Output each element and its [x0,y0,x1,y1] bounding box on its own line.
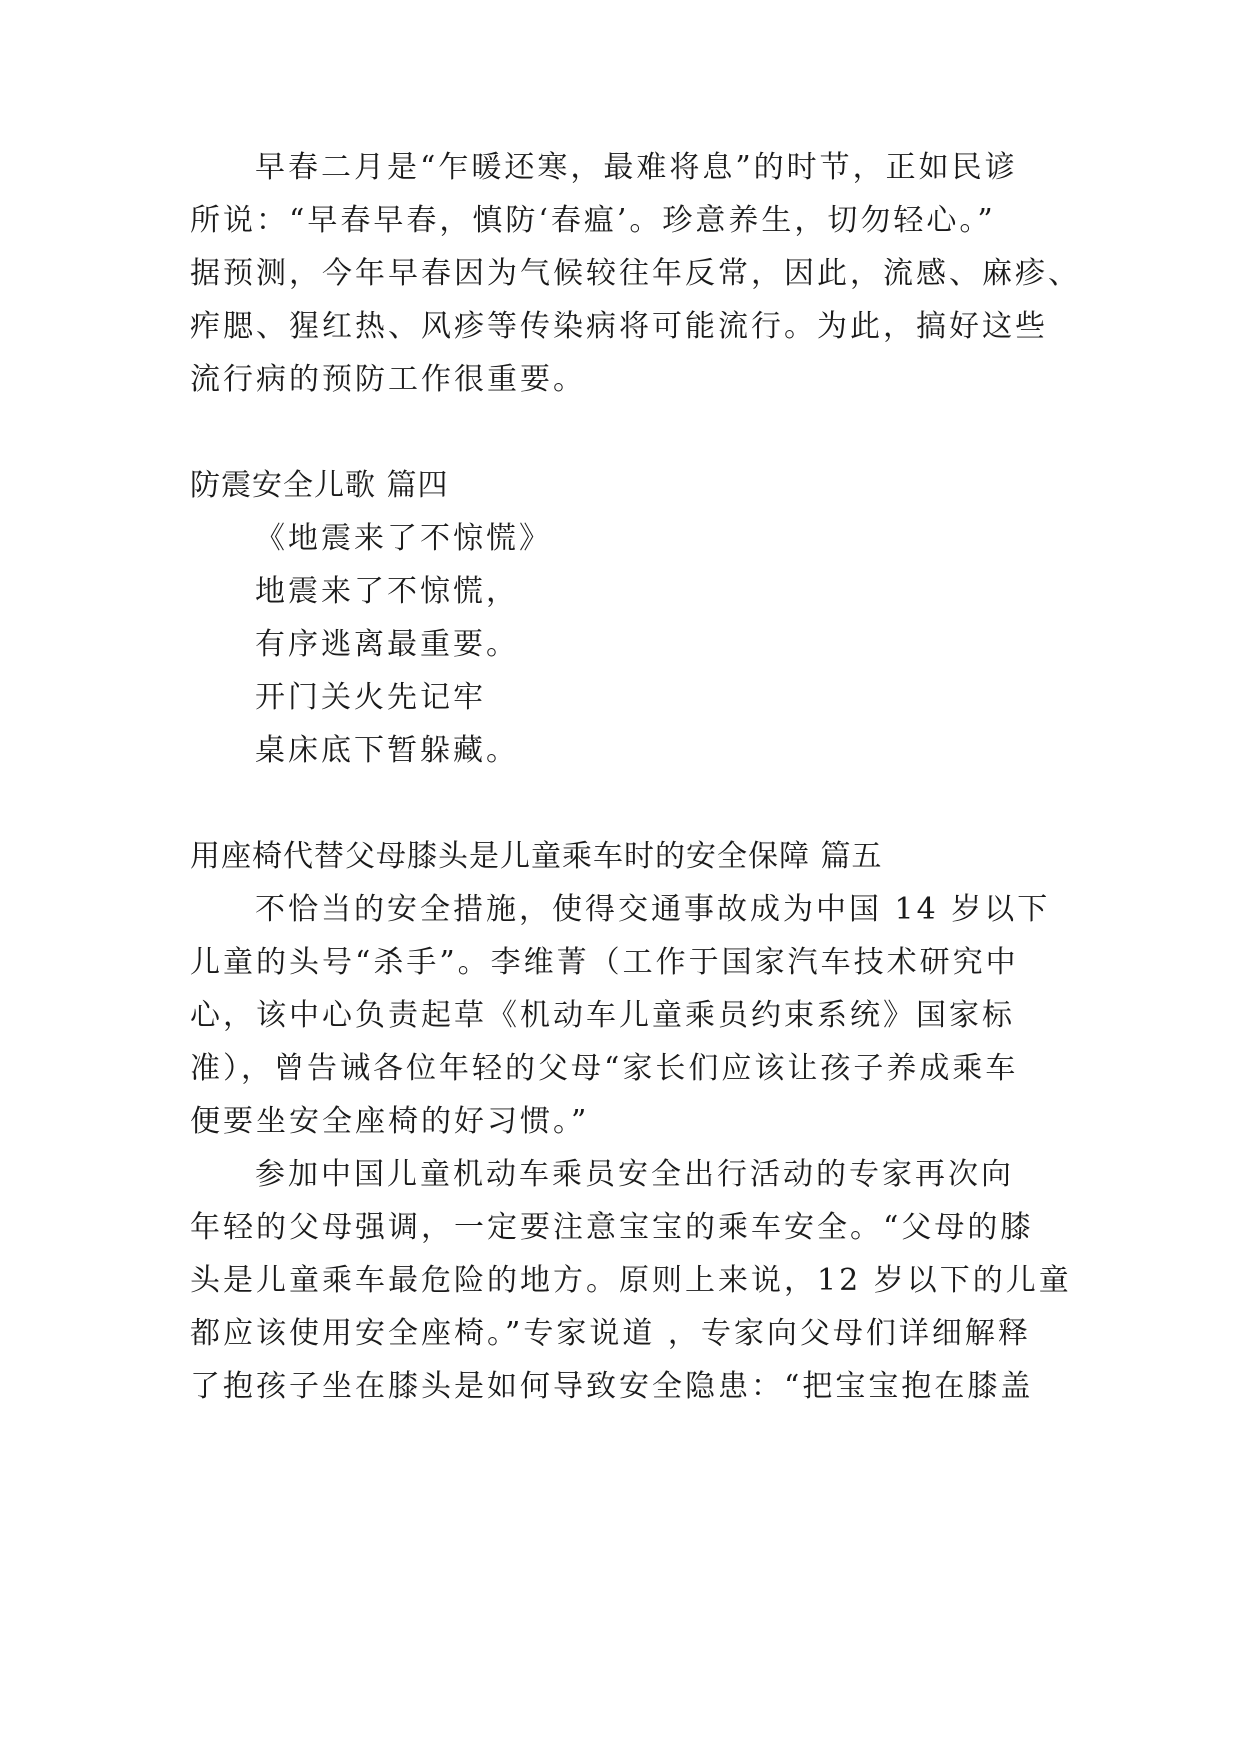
paragraph-line: 痄腮、猩红热、风疹等传染病将可能流行。为此，搞好这些 [190,309,1048,344]
poem-title: 《地震来了不惊慌》 [255,521,552,556]
paragraph-line: 早春二月是“乍暖还寒，最难将息”的时节，正如民谚 [255,150,1018,185]
paragraph-line: 参加中国儿童机动车乘员安全出行活动的专家再次向 [255,1157,1014,1192]
paragraph-line: 都应该使用安全座椅。”专家说道 ，专家向父母们详细解释 [190,1316,1031,1351]
paragraph-line: 准），曾告诫各位年轻的父母“家长们应该让孩子养成乘车 [190,1051,1019,1086]
poem-line: 桌床底下暂躲藏。 [255,733,519,768]
paragraph-line: 头是儿童乘车最危险的地方。原则上来说，12 岁以下的儿童 [190,1263,1072,1298]
poem-line: 地震来了不惊慌， [255,574,519,609]
paragraph-line: 所说：“早春早春，慎防‘春瘟’。珍意养生，切勿轻心。” [190,203,996,238]
paragraph-line: 不恰当的安全措施，使得交通事故成为中国 14 岁以下 [255,892,1051,927]
paragraph-line: 据预测，今年早春因为气候较往年反常，因此，流感、麻疹、 [190,256,1081,291]
paragraph-line: 了抱孩子坐在膝头是如何导致安全隐患：“把宝宝抱在膝盖 [190,1369,1034,1404]
paragraph-line: 年轻的父母强调，一定要注意宝宝的乘车安全。“父母的膝 [190,1210,1034,1245]
poem-line: 开门关火先记牢 [255,680,486,715]
paragraph-line: 心，该中心负责起草《机动车儿童乘员约束系统》国家标 [190,998,1015,1033]
section-heading: 防震安全儿歌 篇四 [190,468,449,503]
poem-line: 有序逃离最重要。 [255,627,519,662]
paragraph-line: 儿童的头号“杀手”。李维菁（工作于国家汽车技术研究中 [190,945,1019,980]
section-heading: 用座椅代替父母膝头是儿童乘车时的安全保障 篇五 [190,839,883,874]
paragraph-line: 便要坐安全座椅的好习惯。” [190,1104,590,1139]
paragraph-line: 流行病的预防工作很重要。 [190,362,586,397]
